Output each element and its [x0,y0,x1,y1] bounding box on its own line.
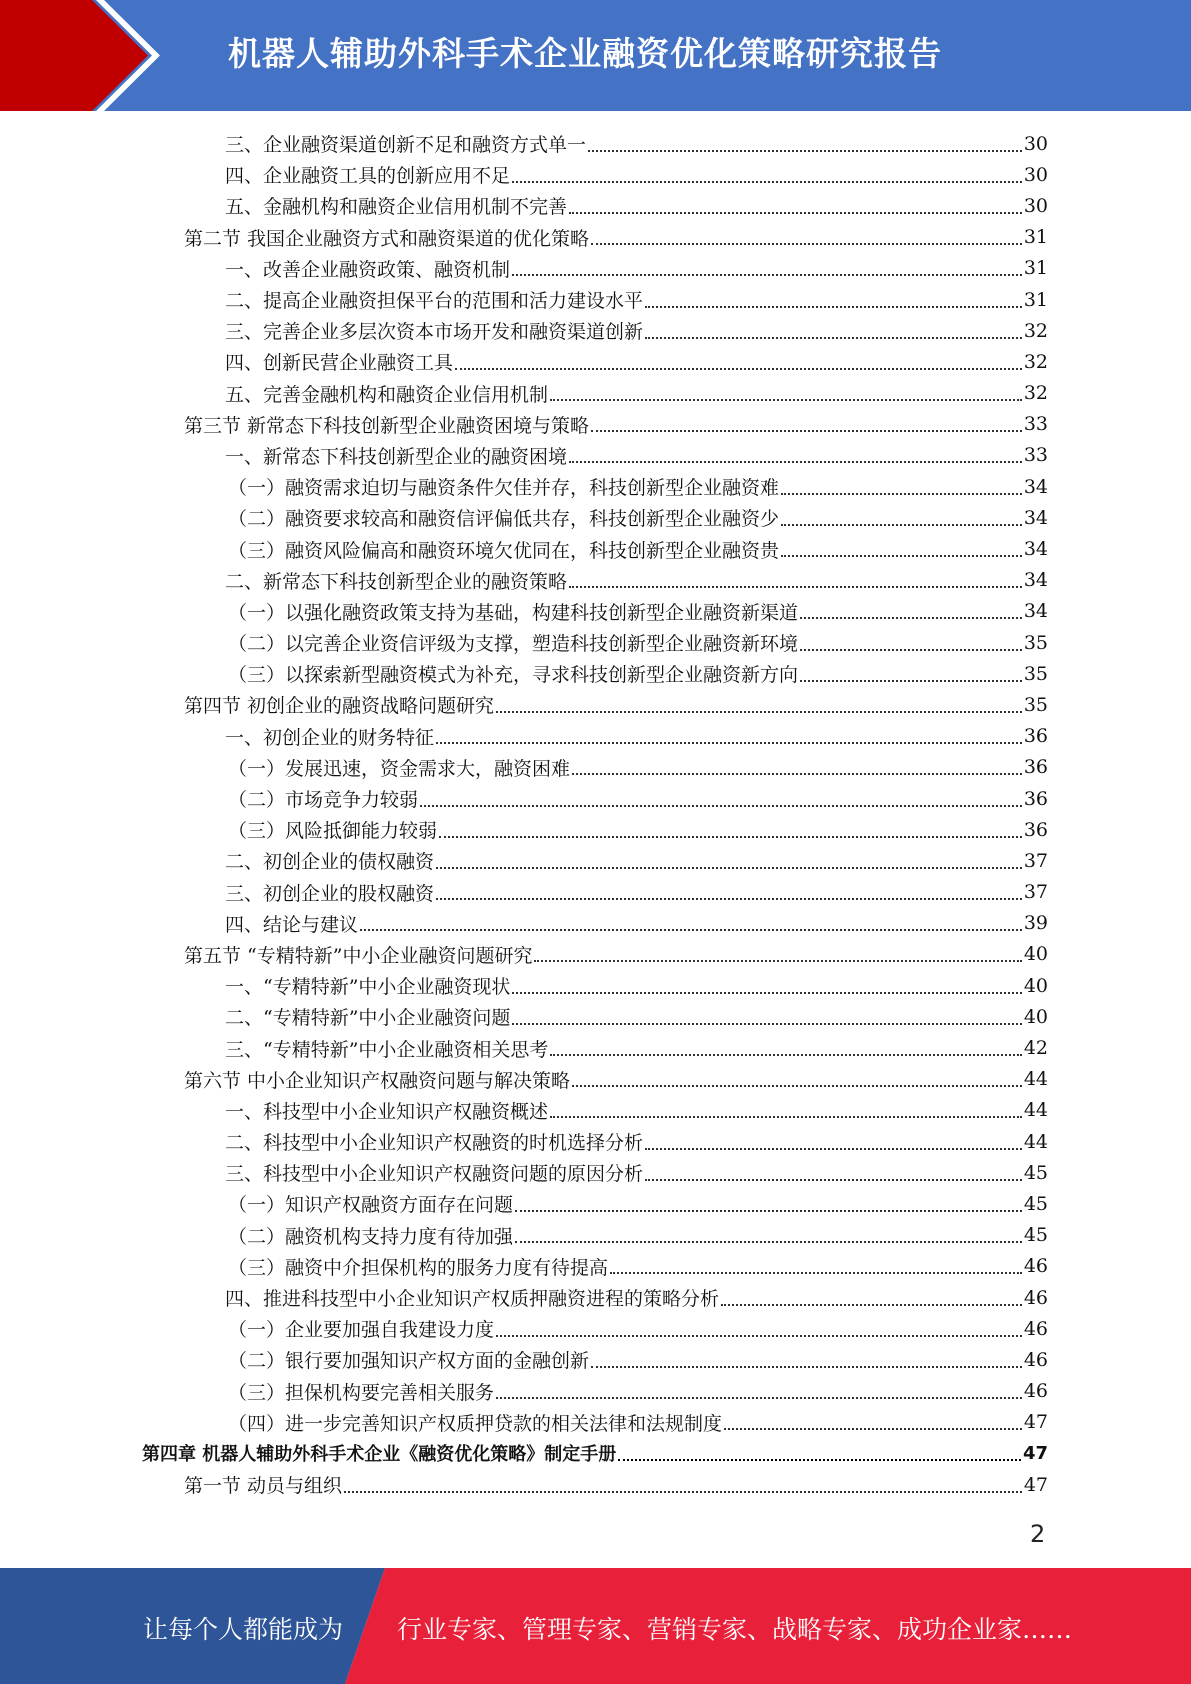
toc-entry-title: （一）知识产权融资方面存在问题 [228,1194,514,1217]
toc-entry-page: 46 [1023,1317,1048,1340]
toc-leader-dots [591,1366,1022,1368]
toc-entry-title: （三）风险抵御能力较弱 [228,820,438,843]
toc-entry-title: 第二节 我国企业融资方式和融资渠道的优化策略 [184,227,590,250]
toc-leader-dots [512,992,1021,994]
toc-entry-title: 一、科技型中小企业知识产权融资概述 [225,1100,549,1123]
toc-entry-page: 31 [1023,257,1048,280]
toc-entry[interactable] [0,315,1191,346]
toc-entry-page: 45 [1023,1161,1048,1184]
toc-entry-page: 35 [1023,631,1048,654]
toc-entry-title: 二、新常态下科技创新型企业的融资策略 [225,570,568,593]
toc-entry-title: （二）以完善企业资信评级为支撑，塑造科技创新型企业融资新环境 [228,633,799,656]
header-arrow-icon [0,0,160,111]
toc-entry-page: 32 [1023,319,1048,342]
toc-leader-dots [436,742,1022,744]
toc-leader-dots [618,1459,1021,1461]
toc-entry-page: 34 [1023,600,1048,623]
toc-leader-dots [512,1023,1021,1025]
toc-entry-title: 一、“专精特新”中小企业融资现状 [225,976,511,999]
toc-entry[interactable] [0,627,1191,658]
toc-leader-dots [569,461,1022,463]
toc-leader-dots [344,1491,1022,1493]
toc-entry-page: 40 [1023,943,1048,966]
toc-leader-dots [781,555,1022,557]
toc-leader-dots [515,1241,1022,1243]
toc-entry[interactable] [0,159,1191,190]
toc-entry-title: 三、“专精特新”中小企业融资相关思考 [225,1038,549,1061]
toc-entry-page: 40 [1023,1005,1048,1028]
toc-leader-dots [496,1335,1022,1337]
toc-entry-title: （二）银行要加强知识产权方面的金融创新 [228,1350,590,1373]
toc-entry-page: 32 [1023,382,1048,405]
toc-entry-title: 第一节 动员与组织 [184,1475,343,1498]
toc-leader-dots [781,493,1022,495]
toc-entry-title: （二）融资机构支持力度有待加强 [228,1225,514,1248]
toc-entry[interactable] [0,471,1191,502]
toc-leader-dots [721,1304,1022,1306]
toc-leader-dots [496,711,1022,713]
toc-entry-title: 四、推进科技型中小企业知识产权质押融资进程的策略分析 [225,1288,720,1311]
toc-entry-page: 46 [1023,1380,1048,1403]
toc-leader-dots [645,306,1022,308]
table-of-contents [0,128,1191,1500]
toc-entry[interactable] [0,1032,1191,1063]
toc-entry-page: 45 [1023,1192,1048,1215]
toc-entry-page: 31 [1023,288,1048,311]
toc-entry[interactable] [0,1095,1191,1126]
toc-entry[interactable] [0,845,1191,876]
toc-entry-title: 二、科技型中小企业知识产权融资的时机选择分析 [225,1132,644,1155]
toc-entry-title: 三、企业融资渠道创新不足和融资方式单一 [225,134,587,157]
toc-entry[interactable] [0,908,1191,939]
footer-slogan-right: 行业专家、管理专家、营销专家、战略专家、成功企业家…… [397,1615,1073,1644]
toc-entry-title: 五、完善金融机构和融资企业信用机制 [225,383,549,406]
toc-leader-dots [800,617,1022,619]
toc-entry-page: 33 [1023,444,1048,467]
toc-entry-page: 47 [1023,1473,1048,1496]
toc-entry[interactable] [0,1407,1191,1438]
toc-entry-page: 34 [1023,569,1048,592]
toc-entry-page: 30 [1023,194,1048,217]
toc-entry-page: 35 [1023,662,1048,685]
toc-leader-dots [512,181,1022,183]
toc-entry-page: 40 [1023,974,1048,997]
toc-entry-title: （二）市场竞争力较弱 [228,789,419,812]
toc-entry-title: （一）以强化融资政策支持为基础，构建科技创新型企业融资新渠道 [228,601,799,624]
toc-entry[interactable] [0,1469,1191,1500]
toc-entry[interactable] [0,1282,1191,1313]
toc-entry-page: 47 [1022,1442,1048,1464]
toc-entry-title: 第五节 “专精特新”中小企业融资问题研究 [184,944,533,967]
toc-entry-page: 36 [1023,725,1048,748]
toc-entry[interactable] [0,409,1191,440]
toc-entry-page: 44 [1023,1099,1048,1122]
toc-entry[interactable] [0,596,1191,627]
toc-leader-dots [572,1085,1022,1087]
toc-leader-dots [591,430,1022,432]
page-number: 2 [1030,1520,1046,1548]
toc-leader-dots [534,960,1021,962]
toc-entry[interactable] [0,190,1191,221]
toc-entry[interactable] [0,1001,1191,1032]
toc-entry-title: 第四节 初创企业的融资战略问题研究 [184,695,495,718]
toc-entry-title: （一）融资需求迫切与融资条件欠佳并存，科技创新型企业融资难 [228,477,780,500]
toc-leader-dots [515,1210,1022,1212]
toc-entry-title: （四）进一步完善知识产权质押贷款的相关法律和法规制度 [228,1412,723,1435]
header-banner [0,0,1191,111]
toc-entry[interactable] [0,752,1191,783]
toc-entry[interactable] [0,1220,1191,1251]
toc-entry-page: 42 [1023,1037,1048,1060]
toc-entry[interactable] [0,970,1191,1001]
toc-entry-title: （三）担保机构要完善相关服务 [228,1381,495,1404]
toc-entry[interactable] [0,128,1191,159]
toc-entry-title: （三）以探索新型融资模式为补充，寻求科技创新型企业融资新方向 [228,664,799,687]
toc-entry-page: 36 [1023,787,1048,810]
toc-entry[interactable] [0,284,1191,315]
toc-entry[interactable] [0,346,1191,377]
toc-entry-page: 46 [1023,1348,1048,1371]
toc-entry[interactable] [0,939,1191,970]
toc-entry[interactable] [0,783,1191,814]
toc-leader-dots [512,274,1022,276]
toc-entry-page: 39 [1023,912,1048,935]
toc-leader-dots [800,680,1022,682]
toc-entry-title: （一）发展迅速，资金需求大，融资困难 [228,757,571,780]
toc-entry-title: （二）融资要求较高和融资信评偏低共存，科技创新型企业融资少 [228,508,780,531]
toc-entry[interactable] [0,1188,1191,1219]
toc-leader-dots [610,1272,1022,1274]
toc-entry-page: 34 [1023,506,1048,529]
toc-leader-dots [645,337,1022,339]
toc-entry-page: 34 [1023,538,1048,561]
toc-entry-page: 30 [1023,163,1048,186]
toc-entry-page: 30 [1023,132,1048,155]
toc-entry[interactable] [0,877,1191,908]
toc-entry-title: 一、初创企业的财务特征 [225,726,435,749]
toc-entry-page: 34 [1023,475,1048,498]
toc-entry[interactable] [0,1376,1191,1407]
toc-entry[interactable] [0,222,1191,253]
toc-leader-dots [569,212,1022,214]
toc-leader-dots [800,649,1022,651]
toc-leader-dots [550,1054,1021,1056]
toc-leader-dots [439,836,1022,838]
toc-entry-page: 44 [1023,1130,1048,1153]
toc-leader-dots [550,399,1022,401]
toc-entry[interactable] [0,440,1191,471]
toc-entry[interactable] [0,1064,1191,1095]
toc-leader-dots [591,243,1022,245]
toc-entry-page: 33 [1023,413,1048,436]
toc-entry-page: 46 [1023,1286,1048,1309]
toc-entry-title: 四、结论与建议 [225,913,359,936]
toc-entry-title: 第六节 中小企业知识产权融资问题与解决策略 [184,1069,571,1092]
toc-entry-page: 36 [1023,818,1048,841]
toc-entry-page: 32 [1023,350,1048,373]
toc-entry-title: 一、改善企业融资政策、融资机制 [225,258,511,281]
toc-entry-page: 35 [1023,693,1048,716]
toc-entry[interactable] [0,1157,1191,1188]
toc-entry-title: 第四章 机器人辅助外科手术企业《融资优化策略》制定手册 [142,1444,617,1466]
toc-entry-page: 37 [1023,881,1048,904]
toc-entry-page: 44 [1023,1068,1048,1091]
toc-entry-title: 第三节 新常态下科技创新型企业融资困境与策略 [184,414,590,437]
toc-leader-dots [360,929,1022,931]
toc-leader-dots [724,1428,1022,1430]
toc-entry-page: 36 [1023,756,1048,779]
toc-entry-page: 31 [1023,226,1048,249]
toc-entry-title: （三）融资风险偏高和融资环境欠优同在，科技创新型企业融资贵 [228,539,780,562]
toc-leader-dots [436,867,1022,869]
toc-entry[interactable] [0,502,1191,533]
toc-leader-dots [645,1148,1022,1150]
toc-entry-title: 四、企业融资工具的创新应用不足 [225,165,511,188]
toc-leader-dots [588,150,1022,152]
toc-entry-title: 三、初创企业的股权融资 [225,882,435,905]
toc-entry-title: 三、完善企业多层次资本市场开发和融资渠道创新 [225,321,644,344]
toc-leader-dots [455,368,1022,370]
toc-entry-title: 三、科技型中小企业知识产权融资问题的原因分析 [225,1163,644,1186]
toc-leader-dots [781,524,1022,526]
toc-entry[interactable] [0,721,1191,752]
toc-entry[interactable] [0,1438,1191,1469]
toc-entry[interactable] [0,1126,1191,1157]
toc-entry[interactable] [0,689,1191,720]
toc-entry-title: （一）企业要加强自我建设力度 [228,1319,495,1342]
toc-entry[interactable] [0,565,1191,596]
toc-leader-dots [496,1397,1022,1399]
toc-entry-title: （三）融资中介担保机构的服务力度有待提高 [228,1256,609,1279]
toc-entry[interactable] [0,1313,1191,1344]
toc-entry-title: 一、新常态下科技创新型企业的融资困境 [225,445,568,468]
toc-entry-title: 四、创新民营企业融资工具 [225,352,454,375]
toc-entry[interactable] [0,658,1191,689]
toc-entry[interactable] [0,1344,1191,1375]
toc-leader-dots [572,773,1022,775]
toc-leader-dots [550,1116,1022,1118]
toc-entry[interactable] [0,253,1191,284]
toc-entry[interactable] [0,533,1191,564]
toc-entry-title: 二、“专精特新”中小企业融资问题 [225,1007,511,1030]
toc-entry-title: 五、金融机构和融资企业信用机制不完善 [225,196,568,219]
toc-entry-page: 37 [1023,849,1048,872]
footer-slogan-left: 让每个人都能成为 [143,1615,344,1644]
document-title: 机器人辅助外科手术企业融资优化策略研究报告 [228,34,942,73]
toc-leader-dots [569,586,1022,588]
toc-entry[interactable] [0,1251,1191,1282]
toc-entry[interactable] [0,378,1191,409]
toc-entry[interactable] [0,814,1191,845]
toc-entry-title: 二、提高企业融资担保平台的范围和活力建设水平 [225,290,644,313]
toc-entry-title: 二、初创企业的债权融资 [225,851,435,874]
toc-leader-dots [420,805,1022,807]
toc-entry-page: 45 [1023,1224,1048,1247]
toc-entry-page: 47 [1023,1411,1048,1434]
toc-leader-dots [436,898,1022,900]
toc-leader-dots [645,1179,1022,1181]
toc-entry-page: 46 [1023,1255,1048,1278]
